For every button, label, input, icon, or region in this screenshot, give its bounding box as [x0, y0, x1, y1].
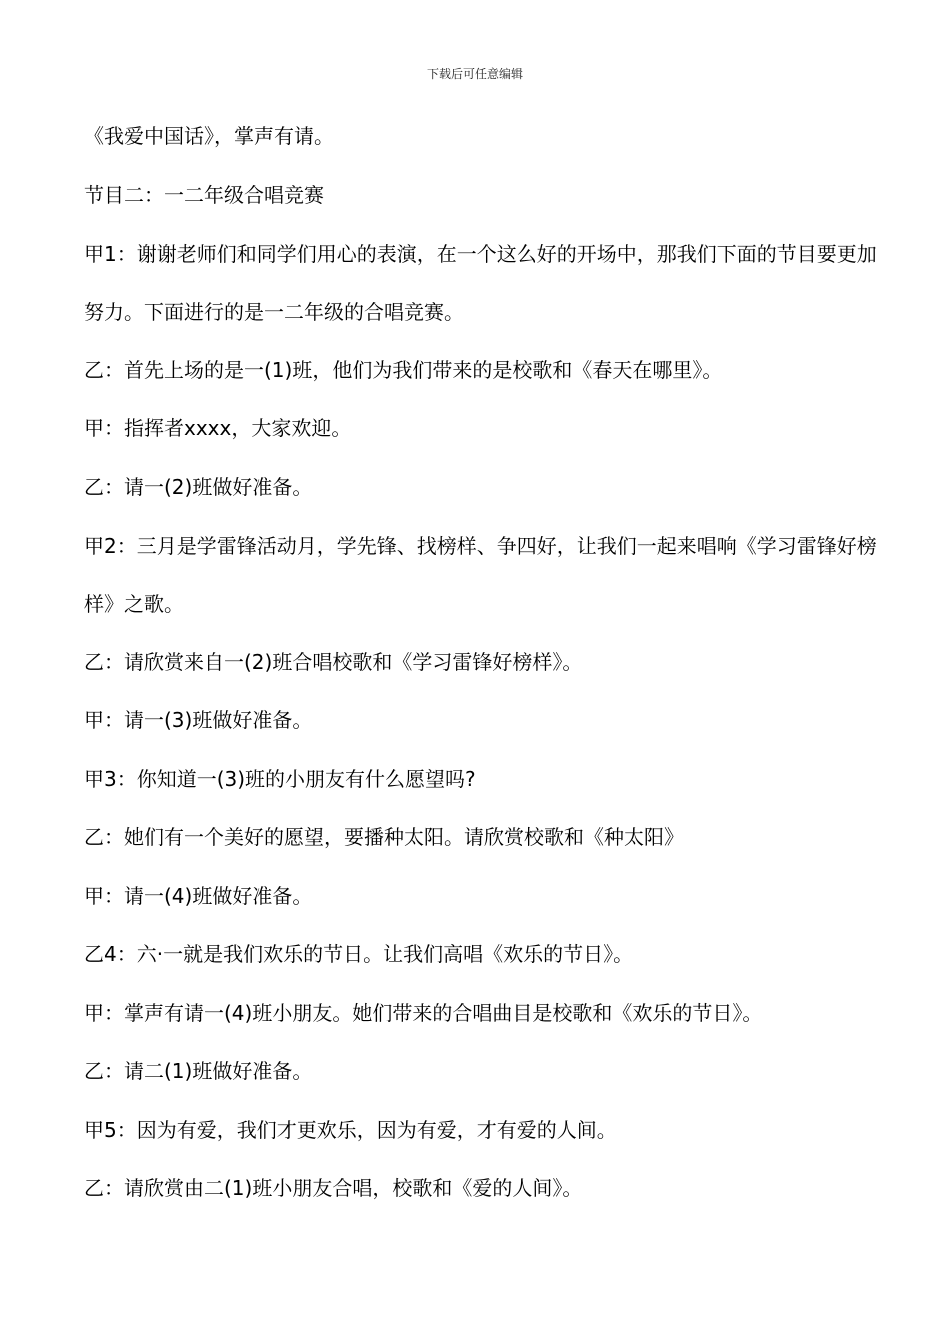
- paragraph: 甲1：谢谢老师们和同学们用心的表演，在一个这么好的开场中，那我们下面的节目要更加努力。下面进行的是一二年级的合唱竞赛。: [84, 241, 877, 324]
- paragraph: 甲：掌声有请一(4)班小朋友。她们带来的合唱曲目是校歌和《欢乐的节日》。: [84, 1000, 763, 1025]
- paragraph: 乙4：六·一就是我们欢乐的节日。让我们高唱《欢乐的节日》。: [84, 942, 634, 966]
- document-body: [84, 122, 884, 1233]
- paragraph: 乙：首先上场的是一(1)班，他们为我们带来的是校歌和《春天在哪里》。: [84, 357, 723, 382]
- page-header: 下载后可任意编辑: [426, 67, 523, 81]
- paragraph: 甲5：因为有爱，我们才更欢乐，因为有爱，才有爱的人间。: [84, 1117, 617, 1142]
- paragraph: 甲：指挥者xxxx，大家欢迎。: [84, 416, 352, 440]
- paragraph: 甲3：你知道一(3)班的小朋友有什么愿望吗?: [84, 766, 476, 791]
- paragraph: 甲2：三月是学雷锋活动月，学先锋、找榜样、争四好，让我们一起来唱响《学习雷锋好榜样》之歌。: [84, 533, 877, 616]
- paragraph: 甲：请一(3)班做好准备。: [84, 708, 313, 732]
- section-heading: 节目二：一二年级合唱竞赛: [84, 182, 324, 207]
- paragraph: 乙：她们有一个美好的愿望，要播种太阳。请欣赏校歌和《种太阳》: [84, 825, 684, 849]
- paragraph: 乙：请欣赏由二(1)班小朋友合唱，校歌和《爱的人间》。: [84, 1176, 583, 1200]
- paragraph: 乙：请欣赏来自一(2)班合唱校歌和《学习雷锋好榜样》。: [84, 649, 583, 674]
- paragraph: 乙：请一(2)班做好准备。: [84, 474, 313, 499]
- paragraph: 乙：请二(1)班做好准备。: [84, 1059, 313, 1083]
- paragraph: 甲：请一(4)班做好准备。: [84, 883, 313, 908]
- paragraph: 《我爱中国话》，掌声有请。: [84, 124, 334, 148]
